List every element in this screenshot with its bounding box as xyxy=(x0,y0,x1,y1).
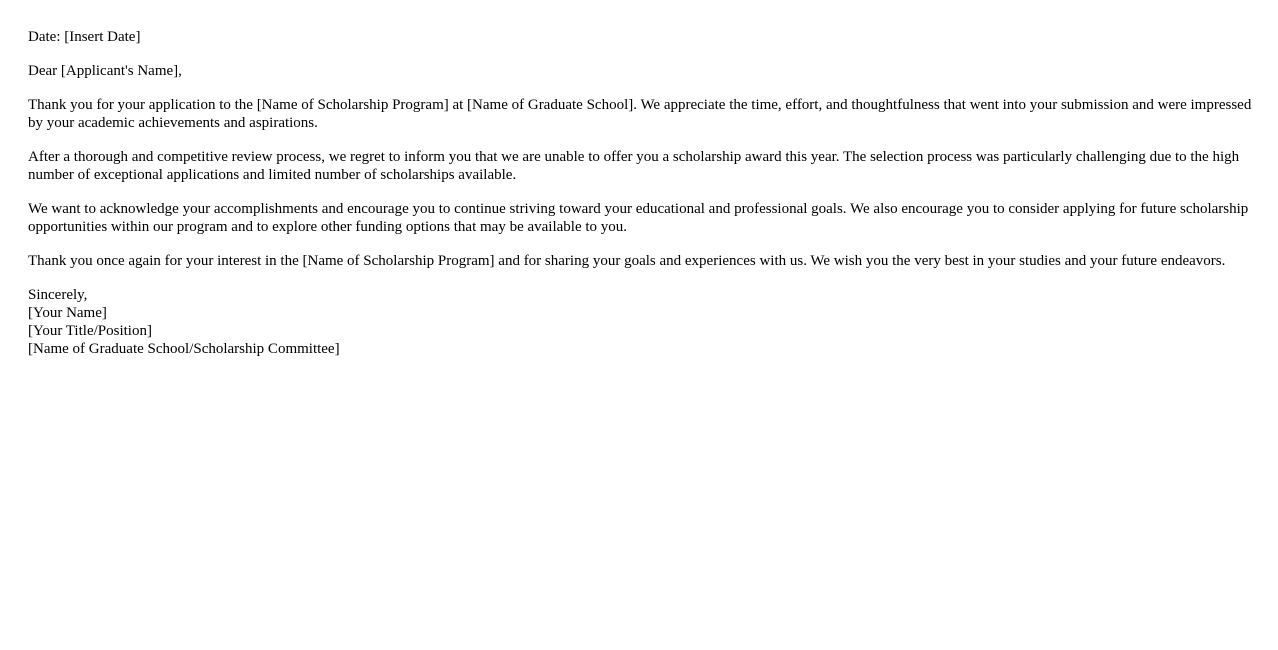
signer-organization: [Name of Graduate School/Scholarship Committee] xyxy=(28,341,340,357)
paragraph-3: We want to acknowledge your accomplishments and encourage you to continue striving toward your educational and professional goals. We also encourage you to consider applying for future scholarship opportunities within our program and to explore other funding options that may be available to you. xyxy=(28,201,1249,235)
paragraph-4: Thank you once again for your interest in the [Name of Scholarship Program] and for sharing your goals and experiences with us. We wish you the very best in your studies and your future endeavors. xyxy=(28,253,1226,269)
signer-name: [Your Name] xyxy=(28,305,107,321)
paragraph-1: Thank you for your application to the [Name of Scholarship Program] at [Name of Graduate School]. We appreciate the time, effort, and thoughtfulness that went into your submission and were impressed by your academic achievements and aspirations. xyxy=(28,97,1252,131)
paragraph-2: After a thorough and competitive review process, we regret to inform you that we are unable to offer you a scholarship award this year. The selection process was particularly challenging due to the high number of exceptional applications and limited number of scholarships available. xyxy=(28,149,1240,183)
letter-body xyxy=(28,28,1252,358)
signer-title: [Your Title/Position] xyxy=(28,323,152,339)
date-line: Date: [Insert Date] xyxy=(28,29,141,45)
closing: Sincerely, xyxy=(28,287,88,303)
signature-block xyxy=(28,286,1252,358)
salutation: Dear [Applicant's Name], xyxy=(28,63,182,79)
